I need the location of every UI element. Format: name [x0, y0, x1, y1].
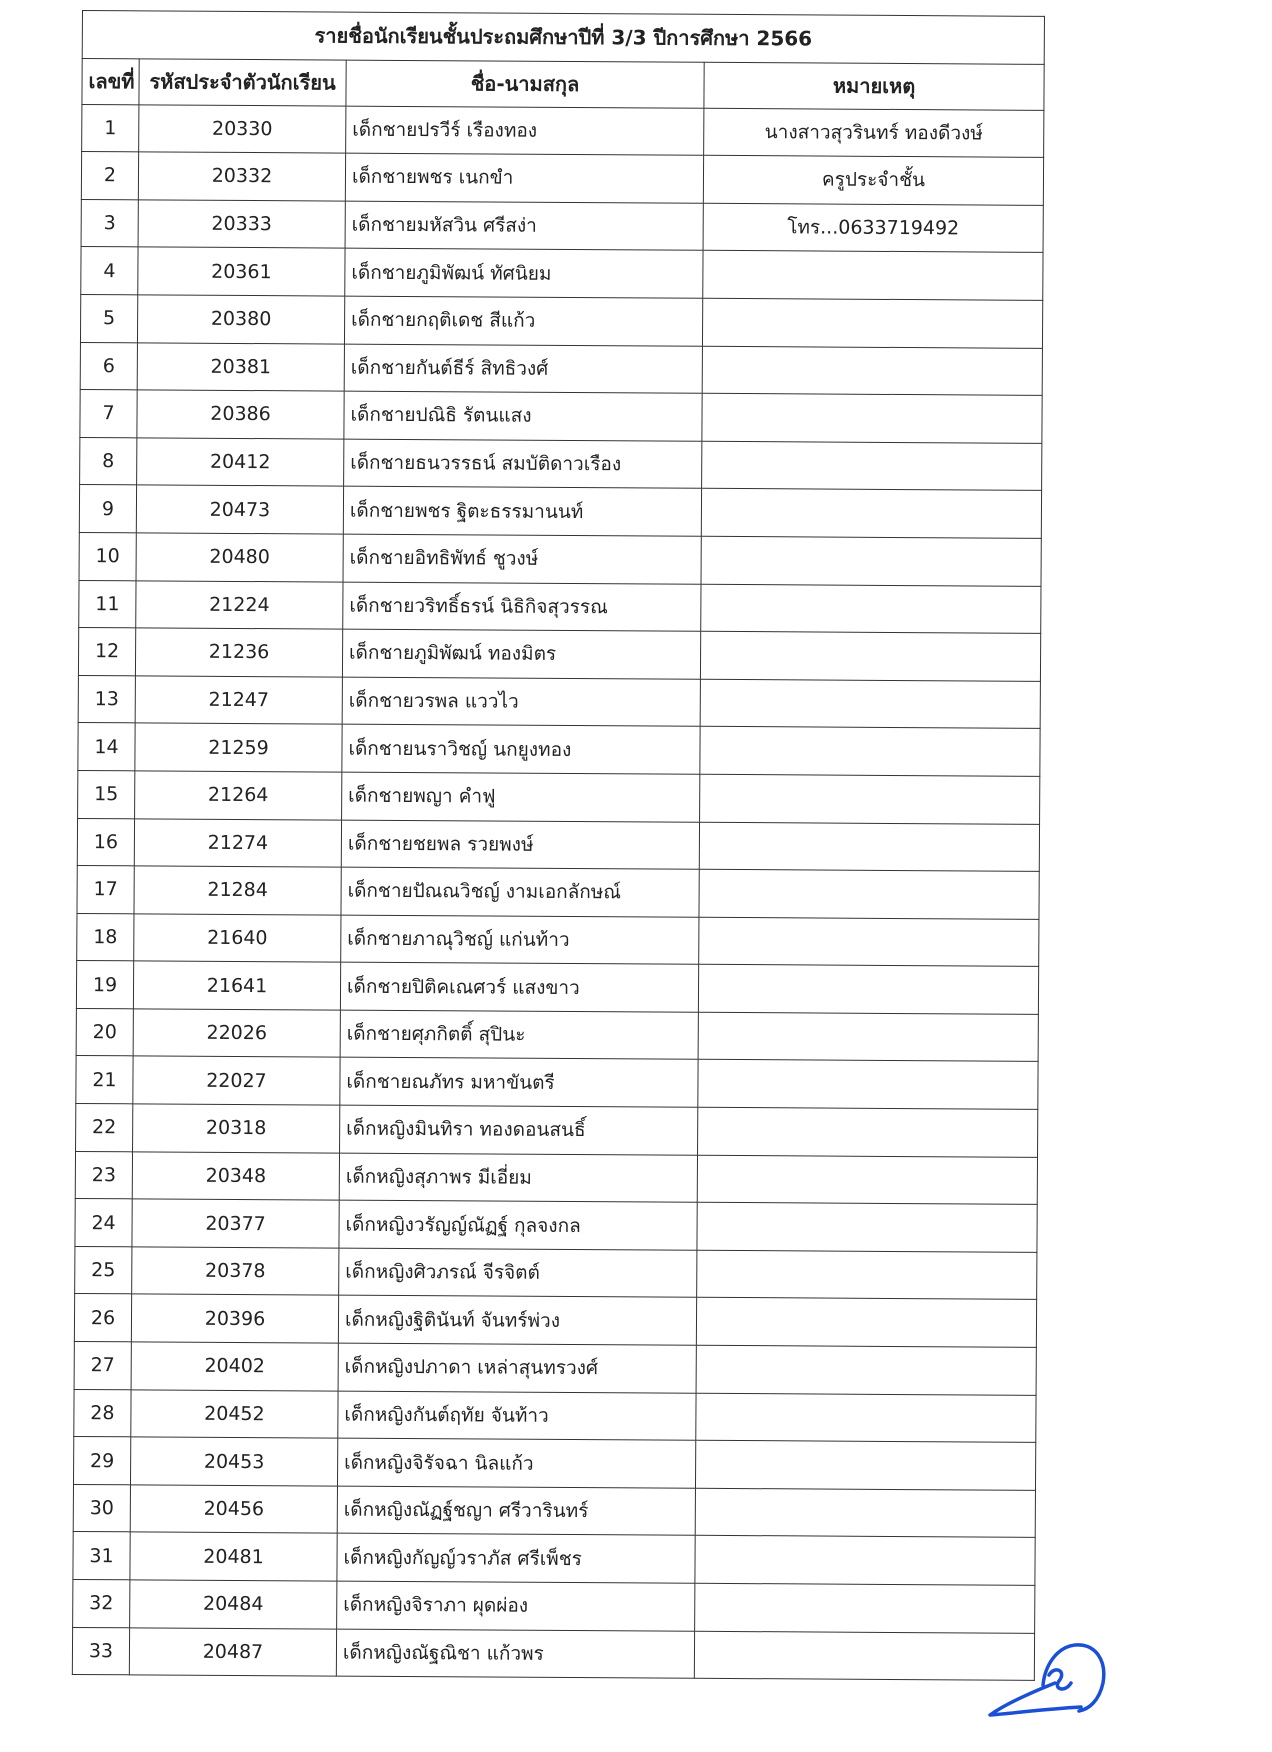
student-name-cell: เด็กหญิงณัฐณิชา แก้วพร — [336, 1629, 694, 1679]
column-header-name: ชื่อ-นามสกุล — [346, 60, 704, 108]
remarks-cell — [700, 774, 1040, 824]
student-number-cell: 8 — [80, 437, 137, 485]
student-number-cell: 31 — [73, 1532, 130, 1580]
remarks-cell — [699, 822, 1039, 872]
table-row — [81, 247, 1043, 300]
student-id-cell: 20484 — [130, 1580, 337, 1629]
page-title: รายชื่อนักเรียนชั้นประถมศึกษาปีที่ 3/3 ปีการศึกษา 2566 — [82, 11, 1044, 64]
table-row — [76, 1104, 1038, 1157]
student-number-cell: 14 — [78, 723, 135, 771]
student-number-cell: 27 — [74, 1342, 131, 1390]
student-name-cell: เด็กชายณภัทร มหาขันตรี — [340, 1058, 698, 1108]
student-number-cell: 25 — [75, 1246, 132, 1294]
student-number-cell: 9 — [79, 485, 136, 533]
student-number-cell: 5 — [80, 294, 137, 342]
remarks-cell — [697, 1155, 1037, 1205]
student-name-cell: เด็กชายนราวิชญ์ นกยูงทอง — [342, 724, 700, 774]
remarks-cell — [702, 441, 1042, 491]
student-name-cell: เด็กชายปัณณวิชญ์ งามเอกลักษณ์ — [341, 867, 699, 917]
student-number-cell: 12 — [78, 628, 135, 676]
student-number-cell: 13 — [78, 675, 135, 723]
table-row — [79, 532, 1041, 585]
student-name-cell: เด็กหญิงสุภาพร มีเอี่ยม — [339, 1153, 697, 1203]
student-id-cell: 20318 — [133, 1104, 340, 1153]
remarks-cell — [701, 536, 1041, 586]
student-number-cell: 2 — [81, 152, 138, 200]
student-number-cell: 3 — [81, 199, 138, 247]
student-id-cell: 20380 — [137, 295, 344, 344]
remarks-cell — [699, 917, 1039, 967]
column-header-student-id: รหัสประจำตัวนักเรียน — [139, 58, 346, 105]
student-name-cell: เด็กหญิงฐิตินันท์ จันทร์พ่วง — [338, 1296, 696, 1346]
remarks-cell — [702, 393, 1042, 443]
student-name-cell: เด็กชายธนวรรธน์ สมบัติดาวเรือง — [344, 439, 702, 489]
student-name-cell: เด็กชายวรพล แววไว — [342, 677, 700, 727]
table-row — [78, 628, 1040, 681]
student-id-cell: 22027 — [133, 1056, 340, 1105]
table-row — [79, 485, 1041, 538]
remarks-cell — [700, 679, 1040, 729]
table-row — [80, 390, 1042, 443]
student-id-cell: 21236 — [135, 628, 342, 677]
table-row — [77, 913, 1039, 966]
table-row — [80, 342, 1042, 395]
table-row — [76, 961, 1038, 1014]
student-name-cell: เด็กหญิงจิรัจฉา นิลแก้ว — [337, 1438, 695, 1488]
remarks-cell — [696, 1393, 1036, 1443]
student-number-cell: 4 — [81, 247, 138, 295]
student-id-cell: 20456 — [130, 1485, 337, 1534]
student-id-cell: 20386 — [137, 390, 344, 439]
student-number-cell: 16 — [77, 818, 134, 866]
student-id-cell: 20361 — [138, 247, 345, 296]
student-name-cell: เด็กชายภูมิพัฒน์ ทัศนิยม — [345, 248, 703, 298]
student-name-cell: เด็กชายกฤติเดช สีแก้ว — [344, 296, 702, 346]
remarks-cell — [695, 1583, 1035, 1633]
table-row — [74, 1389, 1036, 1442]
remarks-cell — [700, 727, 1040, 777]
student-number-cell: 15 — [78, 770, 135, 818]
remarks-cell — [698, 965, 1038, 1015]
student-id-cell: 21259 — [135, 723, 342, 772]
student-id-cell: 21641 — [133, 961, 340, 1010]
student-number-cell: 10 — [79, 532, 136, 580]
student-roster-sheet — [72, 10, 1044, 1681]
student-id-cell: 20330 — [139, 104, 346, 153]
remarks-cell — [702, 298, 1042, 348]
student-number-cell: 26 — [74, 1294, 131, 1342]
student-id-cell: 20381 — [137, 342, 344, 391]
table-row — [74, 1294, 1036, 1347]
student-name-cell: เด็กชายภูมิพัฒน์ ทองมิตร — [342, 629, 700, 679]
student-name-cell: เด็กชายปรวีร์ เรืองทอง — [346, 106, 704, 156]
student-number-cell: 24 — [75, 1199, 132, 1247]
student-name-cell: เด็กชายปิติคเณศวร์ แสงขาว — [340, 962, 698, 1012]
table-row — [72, 1627, 1034, 1680]
remarks-cell — [702, 346, 1042, 396]
student-number-cell: 19 — [76, 961, 133, 1009]
student-id-cell: 21284 — [134, 866, 341, 915]
student-id-cell: 20452 — [131, 1389, 338, 1438]
student-id-cell: 21640 — [134, 914, 341, 963]
remarks-cell — [695, 1536, 1035, 1586]
student-id-cell: 20481 — [130, 1532, 337, 1581]
student-name-cell: เด็กชายชยพล รวยพงษ์ — [341, 820, 699, 870]
student-id-cell: 21224 — [136, 580, 343, 629]
remarks-cell — [698, 1107, 1038, 1157]
student-id-cell: 20332 — [138, 152, 345, 201]
table-row — [80, 437, 1042, 490]
table-row — [82, 104, 1044, 157]
student-id-cell: 20348 — [132, 1151, 339, 1200]
table-row — [73, 1437, 1035, 1490]
student-id-cell: 20412 — [137, 438, 344, 487]
roster-body — [72, 104, 1044, 1680]
remarks-cell — [700, 631, 1040, 681]
student-id-cell: 20480 — [136, 533, 343, 582]
table-row — [78, 723, 1040, 776]
column-header-remarks: หมายเหตุ — [704, 62, 1044, 110]
column-header-row — [82, 58, 1044, 110]
table-row — [76, 1008, 1038, 1061]
student-name-cell: เด็กหญิงจิราภา ผุดผ่อง — [337, 1581, 695, 1631]
student-number-cell: 18 — [77, 913, 134, 961]
student-number-cell: 23 — [75, 1151, 132, 1199]
remarks-cell — [697, 1203, 1037, 1253]
student-number-cell: 11 — [79, 580, 136, 628]
student-name-cell: เด็กชายพญา คำฟู — [342, 772, 700, 822]
table-row — [78, 770, 1040, 823]
table-row — [77, 866, 1039, 919]
student-name-cell: เด็กหญิงปภาดา เหล่าสุนทรวงศ์ — [338, 1343, 696, 1393]
student-id-cell: 22026 — [133, 1009, 340, 1058]
student-id-cell: 20333 — [138, 200, 345, 249]
student-name-cell: เด็กชายปณิธิ รัตนแสง — [344, 391, 702, 441]
student-id-cell: 21264 — [135, 771, 342, 820]
student-number-cell: 6 — [80, 342, 137, 390]
table-row — [73, 1484, 1035, 1537]
table-row — [73, 1579, 1035, 1632]
remarks-cell — [703, 251, 1043, 301]
student-id-cell: 21274 — [134, 818, 341, 867]
student-name-cell: เด็กชายพชร เนกขำ — [345, 153, 703, 203]
student-name-cell: เด็กชายมหัสวิน ศรีสง่า — [345, 201, 703, 251]
student-number-cell: 7 — [80, 390, 137, 438]
student-name-cell: เด็กชายวริทธิ์ธรน์ นิธิกิจสุวรรณ — [343, 582, 701, 632]
student-name-cell: เด็กหญิงกันต์ฤทัย จันท้าว — [338, 1391, 696, 1441]
student-id-cell: 21247 — [135, 676, 342, 725]
table-row — [81, 152, 1043, 205]
student-id-cell: 20378 — [132, 1247, 339, 1296]
student-name-cell: เด็กหญิงวรัญญ์ณัฏฐ์ กุลจงกล — [339, 1200, 697, 1250]
student-name-cell: เด็กชายอิทธิพัทธ์ ชูวงษ์ — [343, 534, 701, 584]
student-name-cell: เด็กชายพชร ฐิตะธรรมานนท์ — [343, 486, 701, 536]
student-number-cell: 1 — [82, 104, 139, 152]
remarks-cell — [694, 1631, 1034, 1681]
student-id-cell: 20487 — [129, 1627, 336, 1676]
student-number-cell: 29 — [73, 1437, 130, 1485]
student-number-cell: 22 — [76, 1104, 133, 1152]
student-number-cell: 32 — [73, 1579, 130, 1627]
student-number-cell: 30 — [73, 1484, 130, 1532]
student-number-cell: 21 — [76, 1056, 133, 1104]
table-row — [77, 818, 1039, 871]
table-row — [75, 1199, 1037, 1252]
remarks-cell — [701, 584, 1041, 634]
signature-mark — [985, 1635, 1125, 1725]
table-row — [75, 1246, 1037, 1299]
remarks-cell — [701, 489, 1041, 539]
table-row — [76, 1056, 1038, 1109]
student-name-cell: เด็กชายศุภกิตติ์ สุปินะ — [340, 1010, 698, 1060]
table-row — [78, 675, 1040, 728]
remarks-cell: โทร...0633719492 — [703, 203, 1043, 253]
student-number-cell: 28 — [74, 1389, 131, 1437]
remarks-cell: ครูประจำชั้น — [703, 155, 1043, 205]
remarks-cell — [695, 1488, 1035, 1538]
remarks-cell — [696, 1345, 1036, 1395]
student-name-cell: เด็กหญิงศิวภรณ์ จีรจิตต์ — [339, 1248, 697, 1298]
table-row — [80, 294, 1042, 347]
remarks-cell — [697, 1250, 1037, 1300]
remarks-cell — [699, 869, 1039, 919]
student-name-cell: เด็กหญิงกัญญ์วราภัส ศรีเพ็ชร — [337, 1533, 695, 1583]
student-id-cell: 20473 — [136, 485, 343, 534]
student-name-cell: เด็กหญิงณัฏฐ์ชญา ศรีวารินทร์ — [337, 1486, 695, 1536]
table-row — [75, 1151, 1037, 1204]
remarks-cell: นางสาวสุวรินทร์ ทองดีวงษ์ — [704, 108, 1044, 158]
remarks-cell — [695, 1440, 1035, 1490]
student-name-cell: เด็กหญิงมินทิรา ทองดอนสนธิ์ — [340, 1105, 698, 1155]
student-name-cell: เด็กชายกันต์ธีร์ สิทธิวงศ์ — [344, 344, 702, 394]
remarks-cell — [696, 1298, 1036, 1348]
student-id-cell: 20377 — [132, 1199, 339, 1248]
student-number-cell: 17 — [77, 866, 134, 914]
table-row — [81, 199, 1043, 252]
student-number-cell: 20 — [76, 1008, 133, 1056]
table-row — [79, 580, 1041, 633]
column-header-number: เลขที่ — [82, 58, 139, 104]
student-id-cell: 20453 — [130, 1437, 337, 1486]
table-row — [74, 1342, 1036, 1395]
student-id-cell: 20402 — [131, 1342, 338, 1391]
student-name-cell: เด็กชายภาณุวิชญ์ แก่นท้าว — [341, 915, 699, 965]
student-number-cell: 33 — [72, 1627, 129, 1675]
remarks-cell — [698, 1060, 1038, 1110]
table-row — [73, 1532, 1035, 1585]
student-roster-table — [72, 10, 1045, 1681]
remarks-cell — [698, 1012, 1038, 1062]
student-id-cell: 20396 — [131, 1294, 338, 1343]
